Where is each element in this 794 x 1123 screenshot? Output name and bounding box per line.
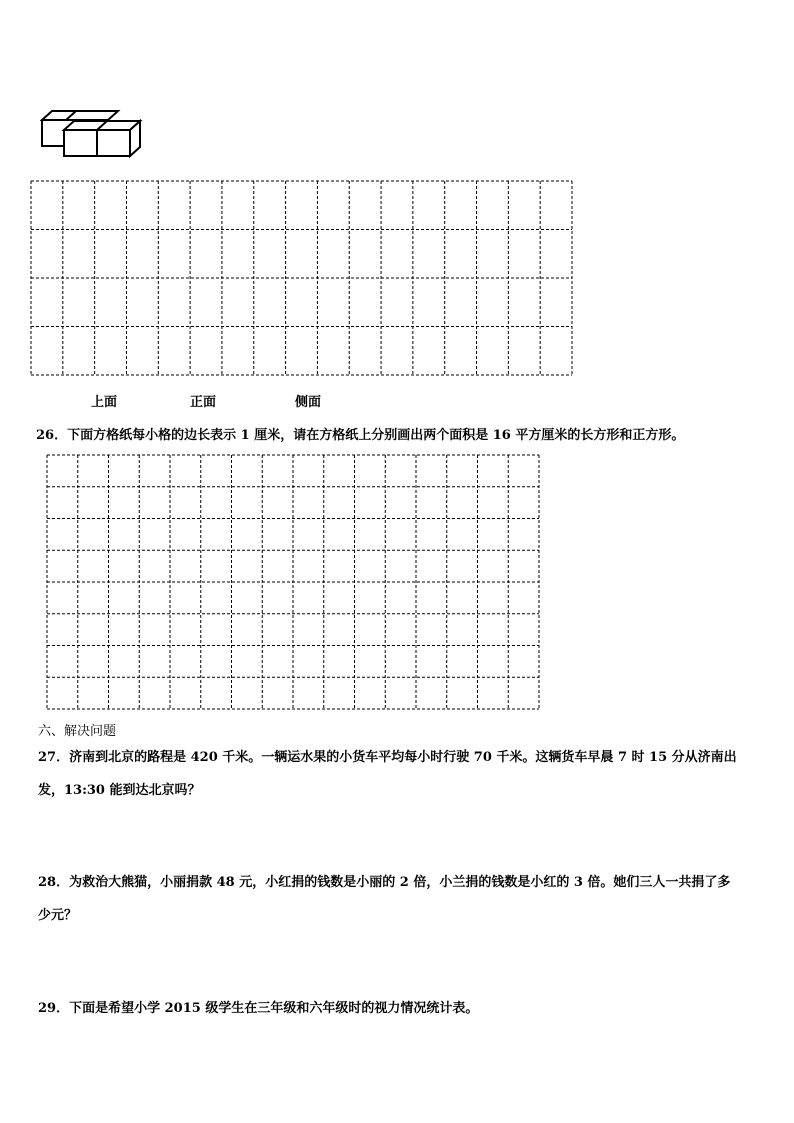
view-drawing-grid[interactable]: [30, 180, 573, 376]
question-27-cont: 发，13:30 能到达北京吗？: [38, 783, 201, 798]
label-front-view: 正面: [190, 395, 217, 410]
question-28: 28．为救治大熊猫，小丽捐款 48 元，小红捐的钱数是小丽的 2 倍，小兰捐的钱数是小红的 3 倍。她们三人一共捐了多: [38, 875, 731, 890]
cube-figure: [40, 108, 144, 160]
question-26: 26．下面方格纸每小格的边长表示 1 厘米，请在方格纸上分别画出两个面积是 16 平方厘米的长方形和正方形。: [36, 428, 685, 443]
question-27: 27．济南到北京的路程是 420 千米。一辆运水果的小货车平均每小时行驶 70 千米。这辆货车早晨 7 时 15 分从济南出: [38, 750, 737, 765]
label-top-view: 上面: [91, 395, 118, 410]
question-29: 29．下面是希望小学 2015 级学生在三年级和六年级时的视力情况统计表。: [38, 1001, 479, 1016]
label-side-view: 侧面: [295, 395, 322, 410]
area-drawing-grid[interactable]: [46, 454, 540, 710]
question-28-cont: 少元？: [38, 908, 78, 923]
section-heading: 六、解决问题: [38, 724, 117, 739]
